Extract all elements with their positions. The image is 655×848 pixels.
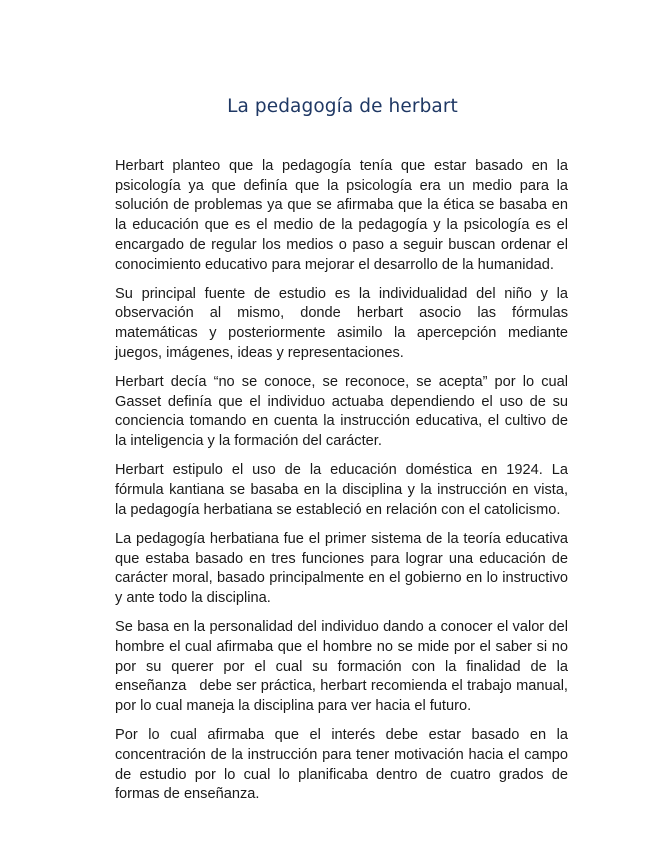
- document-title: La pedagogía de herbart: [227, 96, 458, 117]
- paragraph-5: La pedagogía herbatiana fue el primer sistema de la teoría educativa que estaba basado en tres funciones para lograr una educación de carácter moral, basado principalmente en el gobierno en lo instructivo y ante todo la disciplina.: [115, 530, 573, 607]
- paragraph-1: Herbart planteo que la pedagogía tenía que estar basado en la psicología ya que definía que la psicología era un medio para la solución de problemas ya que se afirmaba que la ética se basaba en la educación que es el medio de la pedagogía y la psicología es el encargado de regular los medios o paso a seguir buscan ordenar el conocimiento educativo para mejorar el desarrollo de la humanidad.: [115, 158, 573, 273]
- paragraph-3: Herbart decía “no se conoce, se reconoce, se acepta” por lo cual Gasset definía que el individuo actuaba dependiendo el uso de su conciencia tomando en cuenta la instrucción educativa, el cultivo de la inteligencia y la formación del carácter.: [115, 374, 573, 450]
- document-body: [115, 157, 573, 815]
- paragraph-6: Se basa en la personalidad del individuo dando a conocer el valor del hombre el cual afirmaba que el hombre no se mide por el saber si no por su querer por el cual su formación con la finalidad de la enseñanza debe ser práctica, herbart recomienda el trabajo manual, por lo cual maneja la disciplina para ver hacia el futuro.: [115, 619, 573, 715]
- paragraph-2: Su principal fuente de estudio es la individualidad del niño y la observación al mismo, donde herbart asocio las fórmulas matemáticas y posteriormente asimilo la apercepción mediante juegos, imágenes, ideas y representaciones.: [115, 285, 573, 361]
- paragraph-4: Herbart estipulo el uso de la educación doméstica en 1924. La fórmula kantiana se basaba en la disciplina y la instrucción en vista, la pedagogía herbatiana se estableció en relación con el catolicismo.: [115, 462, 573, 518]
- paragraph-7: Por lo cual afirmaba que el interés debe estar basado en la concentración de la instrucción para tener motivación hacia el campo de estudio por lo cual lo planificaba dentro de cuatro grados de formas de enseñanza.: [115, 727, 573, 803]
